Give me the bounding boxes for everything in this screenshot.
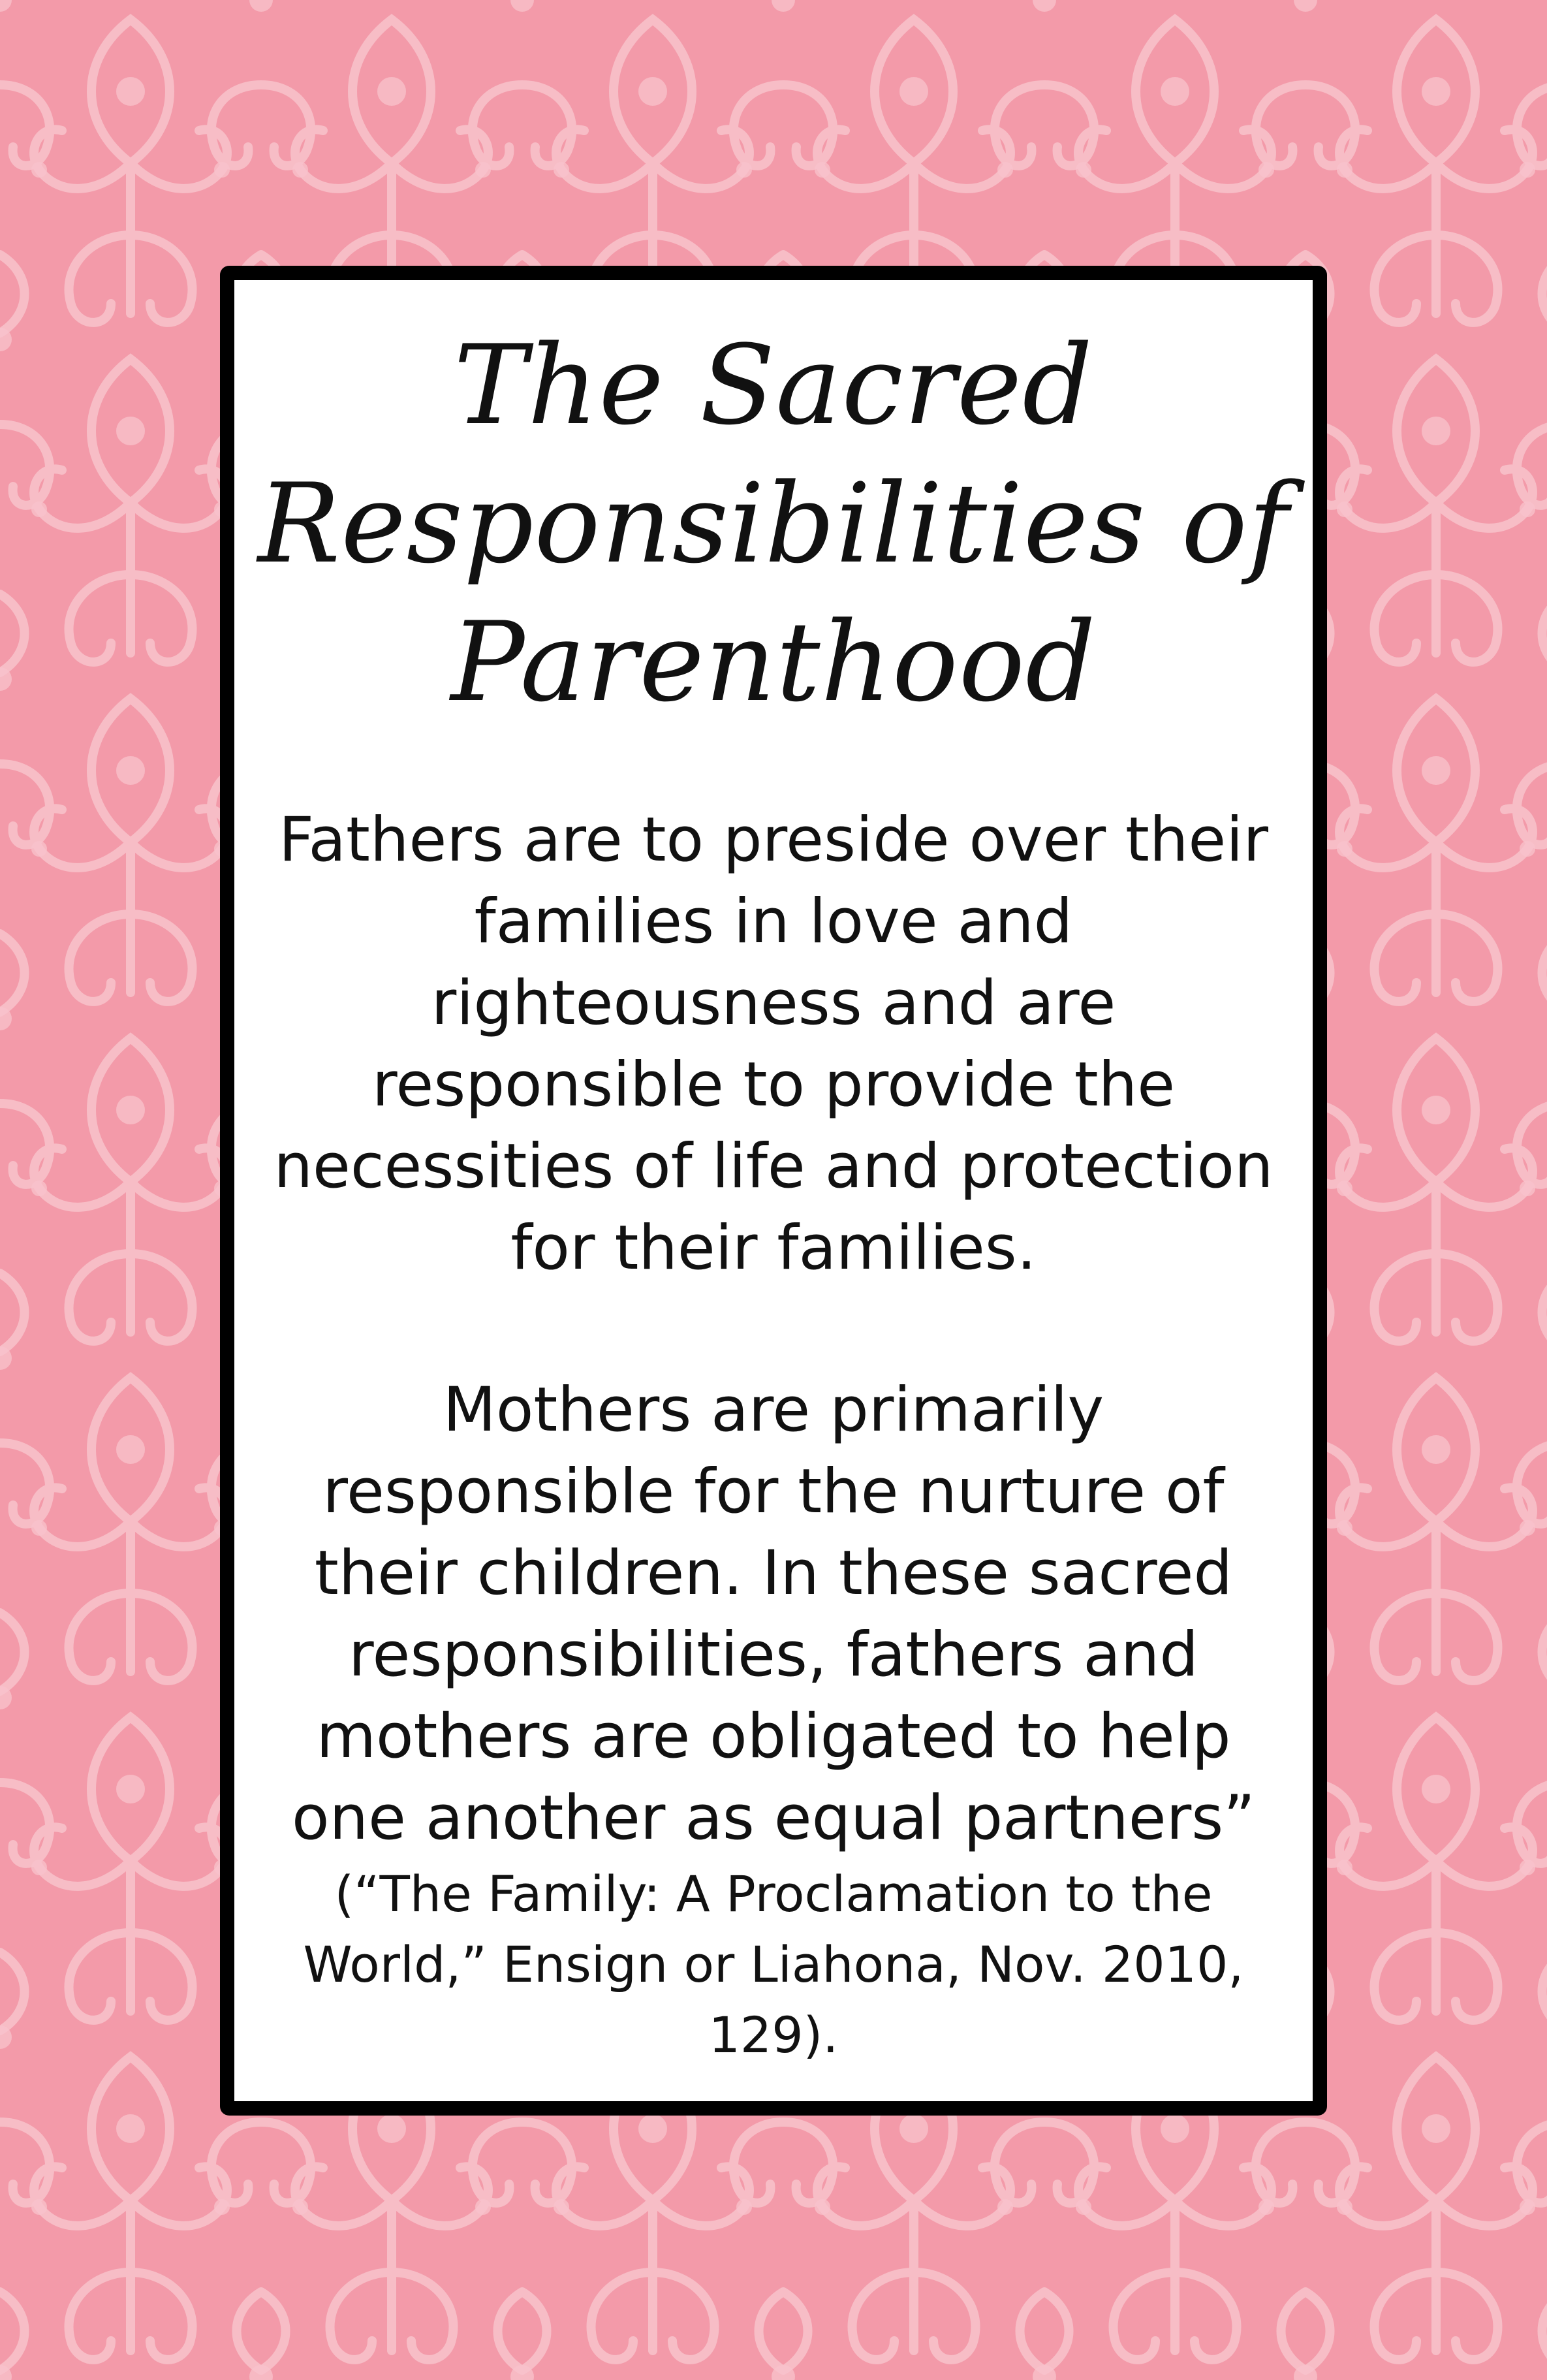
citation-line: (“The Family: A Proclamation to the	[334, 1865, 1213, 1923]
paragraph-line: responsible for the nurture of	[322, 1456, 1225, 1527]
paragraph-line: responsible to provide the	[371, 1049, 1176, 1120]
paragraph-line: one another as equal partners”	[292, 1783, 1255, 1854]
paragraph-line: Mothers are primarily	[443, 1374, 1104, 1446]
paragraph-line: their children. In these sacred	[314, 1538, 1233, 1609]
card-title	[234, 316, 1313, 731]
title-line: The Sacred	[454, 321, 1093, 449]
fathers-paragraph	[247, 799, 1300, 1289]
citation	[247, 1859, 1300, 2071]
quote-card	[220, 266, 1327, 2116]
title-line: Parenthood	[450, 598, 1097, 726]
paragraph-line: responsibilities, fathers and	[348, 1619, 1199, 1690]
paragraph-line: necessities of life and protection	[273, 1131, 1274, 1202]
paragraph-line: righteousness and are	[431, 968, 1116, 1039]
citation-line: 129).	[708, 2006, 839, 2064]
paragraph-line: mothers are obligated to help	[316, 1701, 1231, 1772]
title-line: Responsibilities of	[257, 460, 1290, 588]
paragraph-line: families in love and	[474, 886, 1073, 957]
citation-line: World,” Ensign or Liahona, Nov. 2010,	[303, 1935, 1244, 1993]
paragraph-line: for their families.	[510, 1213, 1037, 1284]
mothers-paragraph	[247, 1369, 1300, 1859]
paragraph-line: Fathers are to preside over their	[278, 804, 1269, 876]
